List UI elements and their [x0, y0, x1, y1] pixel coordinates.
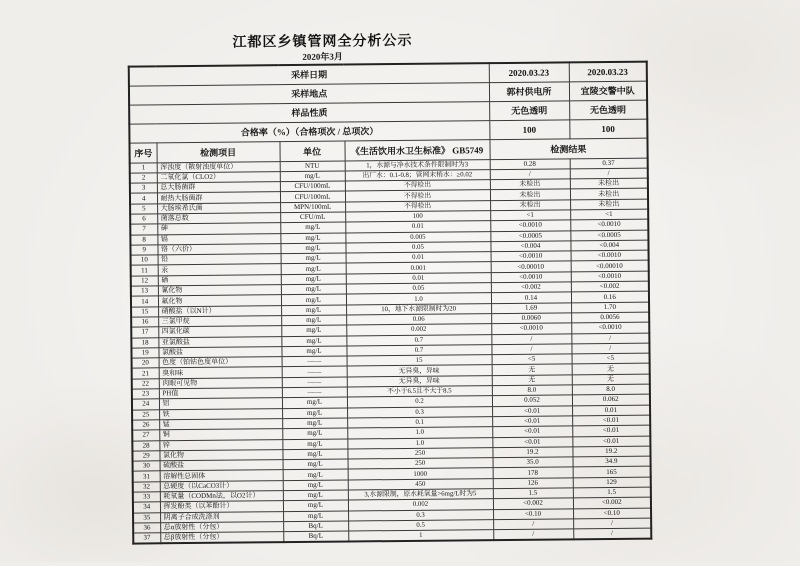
cell-item: 浑浊度（散射浊度单位） [157, 161, 280, 172]
cell-standard: 0.002 [348, 499, 493, 511]
cell-result-1: <0.002 [493, 498, 573, 509]
cell-result-2: 未检出 [570, 199, 648, 210]
info-value-1: 2020.03.23 [489, 62, 569, 82]
cell-standard: 无异臭，异味 [347, 365, 492, 377]
info-label: 采样日期 [129, 63, 489, 85]
cell-result-1: 1.5 [493, 488, 573, 499]
cell-unit: mg/L [280, 243, 345, 254]
cell-unit: MPN/100mL [280, 202, 345, 213]
cell-result-1: / [493, 529, 573, 540]
cell-item: 硒 [158, 274, 281, 285]
cell-item: 臭和味 [159, 367, 282, 378]
cell-standard: 0.06 [346, 314, 491, 326]
cell-result-1: / [491, 344, 571, 355]
cell-no: 30 [133, 461, 160, 472]
cell-unit: —— [282, 377, 347, 388]
cell-no: 1 [130, 162, 157, 173]
cell-no: 36 [133, 523, 160, 534]
cell-unit: mg/L [280, 222, 345, 233]
cell-unit: NTU [280, 161, 345, 172]
cell-item: 氯酸盐 [158, 346, 281, 357]
cell-no: 17 [131, 327, 158, 338]
cell-unit: —— [282, 366, 347, 377]
cell-result-1: 未检出 [490, 189, 570, 200]
cell-standard: 0.05 [346, 283, 491, 295]
cell-no: 31 [133, 471, 160, 482]
cell-item: 色度（铂钴色度单位） [159, 357, 282, 368]
cell-unit: CFU/100mL [280, 191, 345, 202]
cell-no: 13 [131, 286, 158, 297]
cell-unit: —— [282, 356, 347, 367]
cell-unit: Bq/L [283, 521, 348, 532]
cell-item: 菌落总数 [157, 213, 280, 224]
cell-unit: mg/L [281, 325, 346, 336]
cell-item: 总α放射性（分包） [160, 522, 283, 533]
info-value-2: 宜陵交警中队 [569, 81, 647, 101]
cell-result-2: / [570, 168, 648, 179]
cell-no: 34 [133, 502, 160, 513]
cell-result-1: 0.28 [490, 158, 570, 169]
info-value-2: 100 [569, 119, 647, 139]
info-label: 合格率（%）（合格项次 / 总项次） [129, 120, 489, 142]
cell-result-2: 0.0056 [571, 312, 649, 323]
cell-standard: 0.7 [346, 334, 491, 346]
cell-result-2: 未检出 [570, 189, 648, 200]
cell-item: 铬（六价） [157, 244, 280, 255]
cell-unit: Bq/L [283, 531, 348, 542]
cell-result-2: <0.002 [571, 281, 649, 292]
cell-result-2: <1 [570, 209, 648, 220]
cell-item: 耗氧量（CODMn法，以O2计） [160, 491, 283, 502]
cell-no: 15 [131, 306, 158, 317]
cell-unit: mg/L [281, 274, 346, 285]
cell-unit: mg/L [281, 284, 346, 295]
cell-standard: 10，地下水源限制时为20 [346, 303, 491, 315]
cell-unit: mg/L [281, 253, 346, 264]
cell-standard: 0.05 [345, 242, 490, 254]
cell-standard: 1.0 [346, 293, 491, 305]
cell-result-2: 1.5 [573, 487, 651, 498]
cell-result-2: 0.01 [572, 405, 650, 416]
cell-unit: —— [282, 387, 347, 398]
cell-item: 三氯甲烷 [158, 316, 281, 327]
cell-result-2: 0.16 [571, 291, 649, 302]
cell-no: 16 [131, 317, 158, 328]
cell-result-1: <0.002 [491, 282, 571, 293]
cell-result-2: <0.0010 [571, 271, 649, 282]
info-value-1: 郭村供电所 [489, 81, 569, 101]
cell-unit: mg/L [281, 305, 346, 316]
cell-result-2: 无 [572, 374, 650, 385]
cell-no: 33 [133, 492, 160, 503]
cell-result-2: 8.0 [572, 384, 650, 395]
cell-result-1: 无 [492, 375, 572, 386]
cell-standard: 0.002 [346, 324, 491, 336]
header-standard: 《生活饮用水卫生标准》 GB5749 [344, 139, 489, 160]
cell-no: 37 [133, 533, 160, 544]
cell-result-1: 126 [493, 478, 573, 489]
info-label: 采样地点 [129, 82, 489, 104]
cell-standard: 0.5 [348, 520, 493, 532]
cell-result-1: 无 [492, 364, 572, 375]
cell-item: 氟化物 [158, 295, 281, 306]
cell-unit: mg/L [281, 315, 346, 326]
cell-unit: CFU/mL [280, 212, 345, 223]
cell-result-2: 0.062 [572, 394, 650, 405]
cell-result-2: 34.9 [573, 456, 651, 467]
cell-no: 4 [130, 193, 157, 204]
cell-result-2: / [573, 528, 651, 539]
cell-standard: 250 [348, 458, 493, 470]
cell-standard: 1，水源与净水技术条件限制时为3 [345, 159, 490, 171]
cell-result-2: 1.70 [571, 302, 649, 313]
cell-unit: mg/L [281, 294, 346, 305]
cell-no: 23 [132, 389, 159, 400]
cell-result-1: <0.01 [492, 426, 572, 437]
cell-result-2: <0.01 [572, 436, 650, 447]
cell-result-1: <0.01 [492, 436, 572, 447]
cell-standard: 0.01 [346, 252, 491, 264]
cell-standard: 无异臭，异味 [347, 375, 492, 387]
cell-result-2: <0.0010 [570, 219, 648, 230]
cell-result-1: 未检出 [490, 179, 570, 190]
cell-item: 氯化物 [159, 449, 282, 460]
cell-item: PH值 [159, 388, 282, 399]
cell-standard: 15 [347, 355, 492, 367]
cell-no: 12 [131, 276, 158, 287]
cell-unit: mg/L [282, 439, 347, 450]
cell-result-2: <0.002 [573, 497, 651, 508]
cell-item: 铜 [159, 429, 282, 440]
cell-unit: mg/L [282, 428, 347, 439]
cell-result-1: 19.2 [492, 447, 572, 458]
header-item: 检测项目 [156, 141, 279, 162]
cell-unit: mg/L [283, 490, 348, 501]
cell-item: 铝 [159, 398, 282, 409]
cell-standard: 0.001 [346, 262, 491, 274]
cell-standard: 250 [347, 447, 492, 459]
cell-unit: mg/L [282, 449, 347, 460]
cell-no: 28 [132, 440, 159, 451]
cell-no: 20 [132, 358, 159, 369]
cell-standard: 1 [348, 530, 493, 542]
cell-standard: 0.1 [347, 417, 492, 429]
cell-no: 21 [132, 368, 159, 379]
cell-unit: mg/L [283, 469, 348, 480]
cell-result-1: / [493, 519, 573, 530]
cell-item: 溶解性总固体 [160, 470, 283, 481]
cell-standard: 1000 [348, 468, 493, 480]
cell-result-1: / [491, 333, 571, 344]
cell-result-2: <0.0005 [570, 230, 648, 241]
cell-standard: 0.7 [346, 344, 491, 356]
cell-result-1: 8.0 [492, 385, 572, 396]
data-section [130, 158, 652, 544]
cell-item: 氰化物 [158, 285, 281, 296]
cell-unit: mg/L [283, 480, 348, 491]
cell-unit: mg/L [281, 346, 346, 357]
cell-no: 32 [133, 482, 160, 493]
cell-standard: 1.0 [347, 427, 492, 439]
cell-no: 6 [130, 214, 157, 225]
cell-result-2: <0.10 [573, 508, 651, 519]
cell-no: 2 [130, 173, 157, 184]
cell-unit: mg/L [282, 418, 347, 429]
info-value-1: 100 [489, 119, 569, 139]
cell-result-2: <0.0010 [571, 250, 649, 261]
cell-standard: 0.3 [347, 406, 492, 418]
cell-no: 10 [131, 255, 158, 266]
cell-standard: 3,水源限制，原水耗氧量>6mg/L时为5 [348, 489, 493, 501]
cell-no: 14 [131, 296, 158, 307]
cell-result-2: <0.01 [572, 415, 650, 426]
cell-result-1: 0.14 [491, 292, 571, 303]
info-value-1: 无色透明 [489, 100, 569, 120]
cell-unit: CFU/100mL [280, 181, 345, 192]
cell-item: 砷 [157, 223, 280, 234]
cell-item: 镉 [157, 233, 280, 244]
cell-result-2: / [571, 333, 649, 344]
cell-result-2: 0.37 [570, 158, 648, 169]
cell-result-1: <0.0005 [490, 230, 570, 241]
cell-result-1: <0.0010 [491, 323, 571, 334]
cell-no: 19 [131, 348, 158, 359]
cell-standard: 0.01 [345, 221, 490, 233]
cell-result-2: 无 [572, 364, 650, 375]
cell-unit: mg/L [282, 397, 347, 408]
cell-no: 11 [131, 265, 158, 276]
cell-result-1: <0.0010 [491, 272, 571, 283]
cell-result-1: <0.004 [490, 241, 570, 252]
info-header-section [129, 62, 648, 143]
cell-item: 大肠埃希氏菌 [157, 202, 280, 213]
cell-item: 锰 [159, 419, 282, 430]
cell-no: 25 [132, 409, 159, 420]
cell-unit: mg/L [283, 459, 348, 470]
cell-no: 7 [130, 224, 157, 235]
cell-result-1: / [490, 169, 570, 180]
cell-no: 26 [132, 420, 159, 431]
cell-unit: mg/L [280, 171, 345, 182]
cell-result-2: <0.0010 [571, 322, 649, 333]
cell-result-1: 未检出 [490, 200, 570, 211]
cell-no: 8 [130, 234, 157, 245]
cell-no: 9 [130, 245, 157, 256]
cell-no: 18 [131, 337, 158, 348]
cell-result-1: 0.0060 [491, 313, 571, 324]
cell-unit: mg/L [283, 500, 348, 511]
cell-result-1: <5 [492, 354, 572, 365]
cell-standard: 不得检出 [345, 180, 490, 192]
cell-result-2: 未检出 [570, 178, 648, 189]
cell-result-1: 35.0 [493, 457, 573, 468]
cell-item: 硫酸盐 [160, 460, 283, 471]
cell-standard: 0.3 [348, 509, 493, 521]
cell-result-1: 1.69 [491, 303, 571, 314]
cell-item: 阴离子合成洗涤剂 [160, 511, 283, 522]
cell-result-2: <0.01 [572, 425, 650, 436]
cell-item: 总β放射性（分包） [160, 532, 283, 544]
cell-standard: 不小于6.5且不大于8.5 [347, 386, 492, 398]
cell-result-2: <5 [572, 353, 650, 364]
cell-item: 汞 [158, 264, 281, 275]
cell-unit: mg/L [281, 263, 346, 274]
cell-result-1: <0.0010 [491, 251, 571, 262]
cell-result-1: <0.01 [492, 405, 572, 416]
cell-no: 22 [132, 379, 159, 390]
cell-no: 24 [132, 399, 159, 410]
cell-standard: 0.01 [346, 272, 491, 284]
cell-result-1: 0.052 [492, 395, 572, 406]
cell-result-1: <1 [490, 210, 570, 221]
cell-unit: mg/L [280, 233, 345, 244]
info-value-2: 2020.03.23 [569, 62, 647, 82]
cell-no: 5 [130, 204, 157, 215]
cell-standard: 1.0 [347, 437, 492, 449]
cell-item: 肉眼可见物 [159, 377, 282, 388]
cell-item: 耐热大肠菌群 [157, 192, 280, 203]
cell-item: 总硬度（以CaCO3计） [160, 480, 283, 491]
cell-result-2: <0.004 [570, 240, 648, 251]
cell-no: 3 [130, 183, 157, 194]
info-label: 样品性质 [129, 101, 489, 123]
cell-no: 35 [133, 512, 160, 523]
cell-item: 锌 [159, 439, 282, 450]
cell-standard: 100 [345, 211, 490, 223]
cell-unit: mg/L [282, 408, 347, 419]
cell-result-2: <0.00010 [571, 261, 649, 272]
cell-result-2: 165 [573, 467, 651, 478]
cell-standard: 不得检出 [345, 200, 490, 212]
cell-result-2: 19.2 [572, 446, 650, 457]
cell-result-2: / [571, 343, 649, 354]
cell-item: 铅 [158, 254, 281, 265]
cell-standard: 450 [348, 478, 493, 490]
cell-result-1: <0.10 [493, 508, 573, 519]
cell-unit: mg/L [283, 511, 348, 522]
header-unit: 单位 [279, 141, 344, 162]
cell-item: 亚氯酸盐 [158, 336, 281, 347]
cell-standard: 出厂水：0.1-0.8；管网末梢水：≥0.02 [345, 169, 490, 181]
cell-standard: 0.2 [347, 396, 492, 408]
cell-item: 二氧化氯（CLO2） [157, 171, 280, 182]
cell-unit: mg/L [281, 336, 346, 347]
cell-result-1: 178 [493, 467, 573, 478]
header-no: 序号 [129, 142, 156, 162]
cell-item: 硝酸盐（以N计） [158, 305, 281, 316]
cell-no: 29 [132, 451, 159, 462]
document-subtitle: 2020年3月 [302, 51, 343, 62]
cell-standard: 不得检出 [345, 190, 490, 202]
cell-result-2: / [573, 518, 651, 529]
analysis-table [128, 61, 653, 545]
header-result: 检测结果 [489, 138, 647, 160]
cell-result-2: 129 [573, 477, 651, 488]
cell-item: 铁 [159, 408, 282, 419]
cell-result-1: <0.00010 [491, 261, 571, 272]
cell-standard: 0.005 [345, 231, 490, 243]
document-title: 江都区乡镇管网全分析公示 [232, 33, 413, 51]
cell-item: 挥发酚类（以苯酚计） [160, 501, 283, 512]
info-value-2: 无色透明 [569, 100, 647, 120]
cell-item: 总大肠菌群 [157, 182, 280, 193]
cell-item: 四氯化碳 [158, 326, 281, 337]
cell-result-1: <0.01 [492, 416, 572, 427]
cell-result-1: <0.0010 [490, 220, 570, 231]
cell-no: 27 [132, 430, 159, 441]
